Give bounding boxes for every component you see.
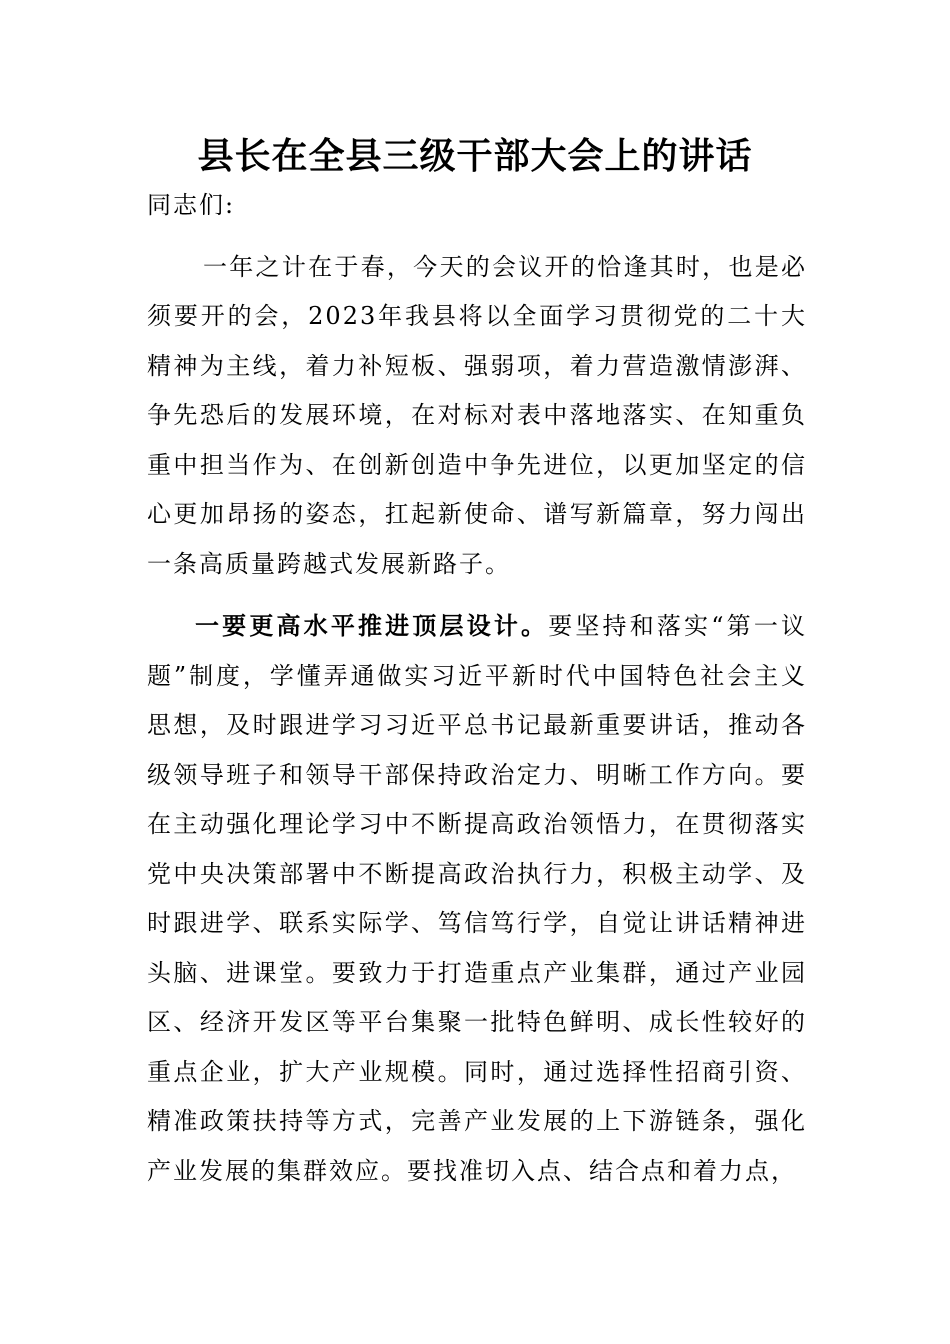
- salutation: 同志们:: [147, 191, 236, 219]
- section-one-body: 要坚持和落实“第一议题”制度，学懂弄通做实习近平新时代中国特色社会主义思想，及时跟进学习习近平总书记最新重要讲话，推动各级领导班子和领导干部保持政治定力、明晰工作方向。要在主动强化理论学习中不断提高政治领悟力，在贯彻落实党中央决策部署中不断提高政治执行力，积极主动学、及时跟进学、联系实际学、笃信笃行学，自觉让讲话精神进头脑、进课堂。要致力于打造重点产业集群，通过产业园区、经济开发区等平台集聚一批特色鲜明、成长性较好的重点企业，扩大产业规模。同时，通过选择性招商引资、精准政策扶持等方式，完善产业发展的上下游链条，强化产业发展的集群效应。要找准切入点、结合点和着力点，: [147, 612, 807, 1185]
- document-body: [147, 181, 807, 1196]
- document-title: 县长在全县三级干部大会上的讲话: [197, 135, 753, 177]
- section-one-heading: 一要更高水平推进顶层设计。: [195, 611, 549, 640]
- paragraph-section-one: [147, 601, 807, 1196]
- paragraph-opening: 一年之计在于春，今天的会议开的恰逢其时，也是必须要开的会，2023年我县将以全面学习贯彻党的二十大精神为主线，着力补短板、强弱项，着力营造激情澎湃、争先恐后的发展环境，在对标对表中落地落实、在知重负重中担当作为、在创新创造中争先进位，以更加坚定的信心更加昂扬的姿态，扛起新使命、谱写新篇章，努力闯出一条高质量跨越式发展新路子。: [147, 252, 807, 578]
